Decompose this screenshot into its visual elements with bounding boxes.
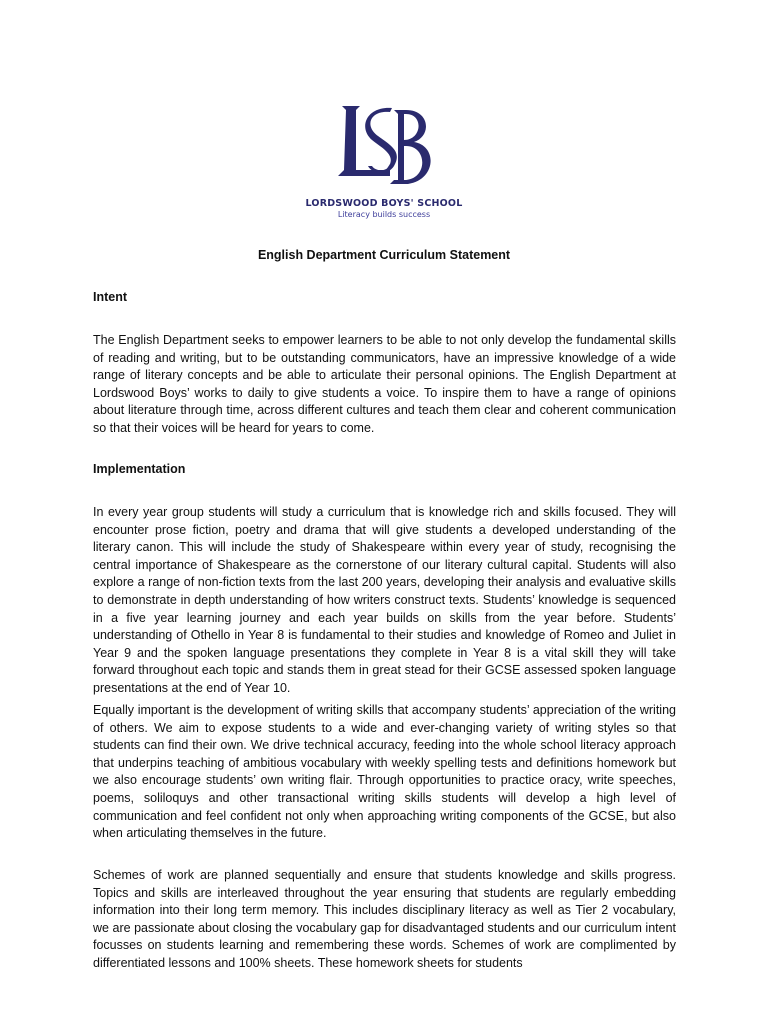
school-tagline: Literacy builds success bbox=[337, 210, 431, 219]
lbs-monogram-icon bbox=[294, 100, 474, 196]
school-name: LORDSWOOD BOYS' SCHOOL bbox=[305, 198, 463, 209]
implementation-paragraph-1: In every year group students will study a curriculum that is knowledge rich and skills focused. They will encounter prose fiction, poetry and drama that will give students a developed understanding of the literary canon. This will include the study of Shakespeare within every year of study, recognising the central importance of Shakespeare as the cornerstone of our literary cultural capital. Students will also explore a range of non-fiction texts from the last 200 years, developing their analysis and evaluative skills to demonstrate in depth understanding of how writers construct texts. Students’ knowledge is sequenced in a five year learning journey and each year builds on skills from the year before. Students’ understanding of Othello in Year 8 is fundamental to their studies and knowledge of Romeo and Juliet in Year 9 and the spoken language presentations they complete in Year 8 is a vital skill they will take forward throughout each topic and stands them in great stead for their GCSE assessed spoken language presentations at the end of Year 10. bbox=[93, 505, 676, 695]
document-title: English Department Curriculum Statement bbox=[257, 248, 511, 262]
intent-heading: Intent bbox=[93, 290, 128, 304]
intent-paragraph: The English Department seeks to empower learners to be able to not only develop the fundamental skills of reading and writing, but to be outstanding communicators, have an impressive knowledge of a wide range of literary concepts and be able to articulate their personal opinions. The English Department at Lordswood Boys’ works to daily to give students a voice. To inspire them to have a range of opinions about literature through time, across different cultures and teach them clear and coherent communication so that their voices will be heard for years to come. bbox=[93, 333, 676, 435]
implementation-paragraph-2: Equally important is the development of writing skills that accompany students’ appreciation of the writing of others. We aim to expose students to a wide and ever-changing variety of writing styles so that students can find their own. We drive technical accuracy, feeding into the whole school literacy approach that underpins teaching of ambitious vocabulary with weekly spelling tests and definitions homework but we also encourage students’ own writing flair. Through opportunities to practice oracy, write speeches, poems, soliloquys and other transactional writing skills students will develop a high level of communication and feel confident not only when approaching writing components of the GCSE, but also when articulating themselves in the future. bbox=[93, 703, 676, 841]
implementation-heading: Implementation bbox=[93, 462, 186, 476]
implementation-paragraph-3: Schemes of work are planned sequentially and ensure that students knowledge and skills progress. Topics and skills are interleaved throughout the year ensuring that students are regularly embedding information into their long term memory. This includes disciplinary literacy as well as Tier 2 vocabulary, we are passionate about closing the vocabulary gap for disadvantaged students and our curriculum intent focusses on students learning and remembering these words. Schemes of work are complimented by differentiated lessons and 100% sheets. These homework sheets for students bbox=[93, 868, 676, 970]
school-logo bbox=[294, 100, 474, 224]
